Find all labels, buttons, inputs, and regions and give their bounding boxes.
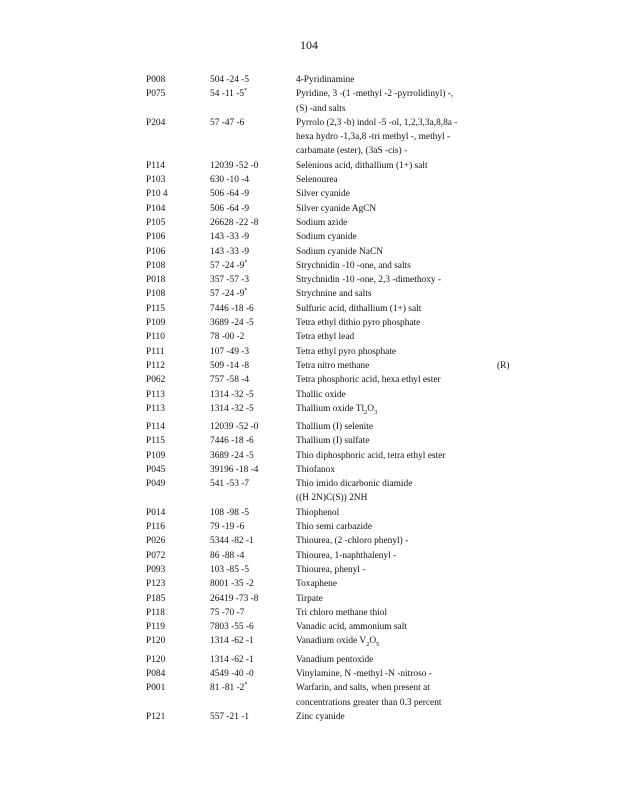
substance-name (296, 653, 492, 667)
cas-number: 3689 -24 -5 (210, 450, 254, 461)
substance-name-line: Zinc cyanide (296, 711, 345, 722)
hazardous-waste-code: P108 (146, 289, 166, 300)
table-row (0, 520, 618, 534)
cas-number: 1314 -62 -1 (210, 636, 254, 647)
substance-name-line: (S) -and salts (296, 103, 346, 114)
table-row (0, 388, 618, 402)
substance-name (296, 477, 492, 506)
hazardous-waste-code: P120 (146, 654, 166, 665)
table-row (0, 359, 618, 373)
substance-name-line: Thiourea, phenyl - (296, 564, 366, 575)
substance-name-line: Sulfuric acid, dithallium (1+) salt (296, 303, 422, 314)
cas-number: 357 -57 -3 (210, 275, 250, 286)
cas-number: 7446 -18 -6 (210, 303, 254, 314)
hazardous-waste-code: P116 (146, 522, 165, 533)
cas-number: 506 -64 -9 (210, 189, 250, 200)
substance-name (296, 667, 492, 681)
hazardous-waste-code: P062 (146, 375, 166, 386)
cas-number: 541 -53 -7 (210, 479, 250, 490)
table-row (0, 273, 618, 287)
substance-name (296, 449, 492, 463)
substance-name-line: Tetra phosphoric acid, hexa ethyl ester (296, 375, 441, 386)
cas-number: 75 -70 -7 (210, 607, 245, 618)
substance-name (296, 216, 492, 230)
hazardous-waste-code: P109 (146, 450, 166, 461)
table-row (0, 287, 618, 301)
table-row (0, 463, 618, 477)
table-row (0, 449, 618, 463)
cas-number: 54 -11 -5* (210, 88, 248, 100)
table-row (0, 302, 618, 316)
cas-number: 557 -21 -1 (210, 711, 250, 722)
substance-name-line: Selenious acid, dithallium (1+) salt (296, 160, 428, 171)
cas-number: 57 -47 -6 (210, 117, 245, 128)
cas-number: 757 -58 -4 (210, 375, 250, 386)
substance-name-line: Pyridine, 3 -(1 -methyl -2 -pyrrolidinyl) -, (296, 89, 454, 100)
substance-name (296, 520, 492, 534)
table-row (0, 549, 618, 563)
substance-name-line: Sodium cyanide (296, 232, 357, 243)
cas-number: 1314 -62 -1 (210, 654, 254, 665)
hazardous-waste-code: P008 (146, 75, 166, 85)
table-row (0, 681, 618, 710)
cas-number: 103 -85 -5 (210, 564, 250, 575)
substance-name (296, 620, 492, 634)
hazardous-waste-code: P018 (146, 275, 166, 286)
table-row (0, 345, 618, 359)
substance-name-line: Thallic oxide (296, 389, 346, 400)
substance-name-line: Tetra nitro methane (296, 360, 370, 371)
substance-name (296, 710, 492, 724)
hazardous-waste-code: P204 (146, 117, 166, 128)
substance-name (296, 345, 492, 359)
table-row (0, 159, 618, 173)
cas-number: 26419 -73 -8 (210, 593, 259, 604)
chemical-table (0, 73, 618, 724)
cas-number: 509 -14 -8 (210, 360, 250, 371)
substance-name-line: Vanadium oxide $V_2O_5$ (296, 636, 380, 649)
substance-name-line: ((H 2N)C(S)) 2NH (296, 493, 368, 504)
substance-name-line: Vinylamine, N -methyl -N -nitroso - (296, 668, 432, 679)
substance-name (296, 116, 492, 159)
hazardous-waste-code: P111 (146, 346, 165, 357)
substance-name-line: Thallium (I) selenite (296, 422, 374, 432)
hazardous-waste-code: P072 (146, 550, 166, 561)
substance-name (296, 577, 492, 591)
hazardous-waste-code: P106 (146, 246, 166, 257)
table-row (0, 330, 618, 344)
table-row (0, 259, 618, 273)
table-row (0, 202, 618, 216)
table-row (0, 477, 618, 506)
cas-number: 57 -24 -9* (210, 288, 248, 300)
substance-name-line: Strychnine and salts (296, 289, 372, 300)
hazardous-waste-code: P123 (146, 579, 166, 590)
substance-name-line: concentrations greater than 0.3 percent (296, 697, 442, 708)
substance-name (296, 420, 492, 434)
cas-number: 4549 -40 -0 (210, 668, 254, 679)
hazardous-waste-code: P115 (146, 436, 165, 447)
substance-name (296, 202, 492, 216)
substance-name (296, 681, 492, 710)
substance-name-line: Pyrrolo (2,3 -b) indol -5 -ol, 1,2,3,3a,8,8a - (296, 117, 458, 128)
substance-name (296, 87, 492, 116)
hazardous-waste-code: P014 (146, 507, 166, 518)
substance-name (296, 563, 492, 577)
reactivity-flag: (R) (497, 360, 510, 371)
substance-name-line: Sodium cyanide NaCN (296, 246, 383, 257)
hazardous-waste-code: P119 (146, 622, 165, 633)
substance-name-line: Thallium oxide $Tl_2O_3$ (296, 403, 378, 416)
substance-name (296, 245, 492, 259)
substance-name-line: Tetra ethyl dithio pyro phosphate (296, 318, 421, 329)
cas-number: 504 -24 -5 (210, 75, 250, 85)
cas-number: 1314 -32 -5 (210, 403, 254, 414)
table-row (0, 534, 618, 548)
hazardous-waste-code: P104 (146, 203, 166, 214)
substance-name (296, 434, 492, 448)
cas-number: 3689 -24 -5 (210, 318, 254, 329)
substance-name-line: Thiourea, (2 -chloro phenyl) - (296, 536, 409, 547)
cas-number: 143 -33 -9 (210, 246, 250, 257)
table-row (0, 563, 618, 577)
substance-name-line: Thiofanox (296, 464, 336, 475)
substance-name (296, 388, 492, 402)
hazardous-waste-code: P084 (146, 668, 166, 679)
substance-name (296, 302, 492, 316)
hazardous-waste-code: P108 (146, 260, 166, 271)
table-row (0, 116, 618, 159)
table-row (0, 87, 618, 116)
hazardous-waste-code: P185 (146, 593, 166, 604)
substance-name-line: Silver cyanide AgCN (296, 203, 377, 214)
cas-footnote-mark: * (244, 88, 248, 95)
cas-number: 506 -64 -9 (210, 203, 250, 214)
substance-name (296, 549, 492, 563)
table-row (0, 592, 618, 606)
cas-number: 7446 -18 -6 (210, 436, 254, 447)
cas-number: 39196 -18 -4 (210, 464, 259, 475)
cas-number: 78 -00 -2 (210, 332, 245, 343)
substance-name (296, 187, 492, 201)
substance-name (296, 534, 492, 548)
substance-name (296, 592, 492, 606)
substance-name-line: Thiourea, 1-naphthalenyl - (296, 550, 397, 561)
substance-name-line: Thiophenol (296, 507, 340, 518)
hazardous-waste-code: P093 (146, 564, 166, 575)
cas-number: 143 -33 -9 (210, 232, 250, 243)
table-row (0, 634, 618, 652)
hazardous-waste-code: P075 (146, 89, 166, 100)
table-row (0, 506, 618, 520)
cas-number: 57 -24 -9* (210, 259, 248, 271)
table-row (0, 373, 618, 387)
table-row (0, 620, 618, 634)
substance-name-line: hexa hydro -1,3a,8 -tri methyl -, methyl - (296, 132, 451, 143)
substance-name-line: Thio imido dicarbonic diamide (296, 479, 413, 490)
page-number: 104 (300, 38, 318, 52)
hazardous-waste-code: P112 (146, 360, 165, 371)
substance-name (296, 259, 492, 273)
table-row (0, 420, 618, 434)
substance-name (296, 359, 492, 373)
hazardous-waste-code: P106 (146, 232, 166, 243)
substance-name-line: Sodium azide (296, 217, 348, 228)
substance-name-line: Selenourea (296, 175, 338, 186)
substance-name (296, 506, 492, 520)
substance-name (296, 287, 492, 301)
substance-name-line: Toxaphene (296, 579, 337, 590)
table-row (0, 173, 618, 187)
hazardous-waste-code: P110 (146, 332, 165, 343)
substance-name-line: Tetra ethyl pyro phosphate (296, 346, 397, 357)
substance-name (296, 373, 492, 387)
table-row (0, 316, 618, 330)
table-row (0, 667, 618, 681)
hazardous-waste-code: P049 (146, 479, 166, 490)
cas-number: 12039 -52 -0 (210, 422, 259, 432)
substance-name-line: Vanadium pentoxide (296, 654, 374, 665)
cas-number: 12039 -52 -0 (210, 160, 259, 171)
substance-name (296, 173, 492, 187)
cas-footnote-mark: * (244, 682, 248, 689)
table-row (0, 402, 618, 420)
cas-number: 81 -81 -2* (210, 682, 248, 694)
hazardous-waste-code: P113 (146, 389, 165, 400)
table-row (0, 434, 618, 448)
hazardous-waste-code: P120 (146, 636, 166, 647)
substance-name (296, 230, 492, 244)
cas-number: 86 -88 -4 (210, 550, 245, 561)
hazardous-waste-code: P109 (146, 318, 166, 329)
hazardous-waste-code: P118 (146, 607, 165, 618)
substance-name-line: 4-Pyridinamine (296, 75, 355, 85)
substance-name (296, 463, 492, 477)
table-row (0, 216, 618, 230)
substance-name-line: Tetra ethyl lead (296, 332, 355, 343)
cas-number: 5344 -82 -1 (210, 536, 254, 547)
table-row (0, 187, 618, 201)
substance-name-line: Strychnidin -10 -one, and salts (296, 260, 411, 271)
substance-name-line: Vanadic acid, ammonium salt (296, 622, 407, 633)
cas-number: 8001 -35 -2 (210, 579, 254, 590)
cas-number: 26628 -22 -8 (210, 217, 259, 228)
hazardous-waste-code: P045 (146, 464, 166, 475)
substance-name-line: Tirpate (296, 593, 323, 604)
table-row (0, 710, 618, 724)
substance-name (296, 634, 492, 652)
substance-name (296, 606, 492, 620)
table-row (0, 577, 618, 591)
hazardous-waste-code: P121 (146, 711, 166, 722)
hazardous-waste-code: P001 (146, 683, 166, 694)
cas-number: 79 -19 -6 (210, 522, 245, 533)
substance-name-line: Thallium (I) sulfate (296, 436, 370, 447)
hazardous-waste-code: P114 (146, 422, 165, 432)
cas-number: 7803 -55 -6 (210, 622, 254, 633)
substance-name (296, 330, 492, 344)
table-row (0, 653, 618, 667)
substance-name (296, 159, 492, 173)
substance-name-line: Silver cyanide (296, 189, 350, 200)
cas-number: 108 -98 -5 (210, 507, 250, 518)
substance-name-line: Thio semi carbazide (296, 522, 373, 533)
hazardous-waste-code: P105 (146, 217, 166, 228)
substance-name-line: carbamate (ester), (3aS -cis) - (296, 146, 408, 157)
cas-number: 107 -49 -3 (210, 346, 250, 357)
hazardous-waste-code: P114 (146, 160, 165, 171)
hazardous-waste-code: P115 (146, 303, 165, 314)
cas-footnote-mark: * (244, 288, 248, 295)
substance-name (296, 73, 492, 87)
substance-name (296, 273, 492, 287)
substance-name (296, 316, 492, 330)
table-row (0, 230, 618, 244)
substance-name-line: Tri chloro methane thiol (296, 607, 388, 618)
substance-name-line: Thio diphosphoric acid, tetra ethyl ester (296, 450, 446, 461)
table-row (0, 245, 618, 259)
cas-footnote-mark: * (244, 259, 248, 266)
substance-name (296, 402, 492, 420)
table-row (0, 73, 618, 87)
hazardous-waste-code: P103 (146, 175, 166, 186)
hazardous-waste-code: P026 (146, 536, 166, 547)
table-row (0, 606, 618, 620)
hazardous-waste-code: P10 4 (146, 189, 168, 200)
cas-number: 630 -10 -4 (210, 175, 250, 186)
hazardous-waste-code: P113 (146, 403, 165, 414)
substance-name-line: Warfarin, and salts, when present at (296, 683, 430, 694)
substance-name-line: Strychnidin -10 -one, 2,3 -dimethoxy - (296, 275, 442, 286)
cas-number: 1314 -32 -5 (210, 389, 254, 400)
